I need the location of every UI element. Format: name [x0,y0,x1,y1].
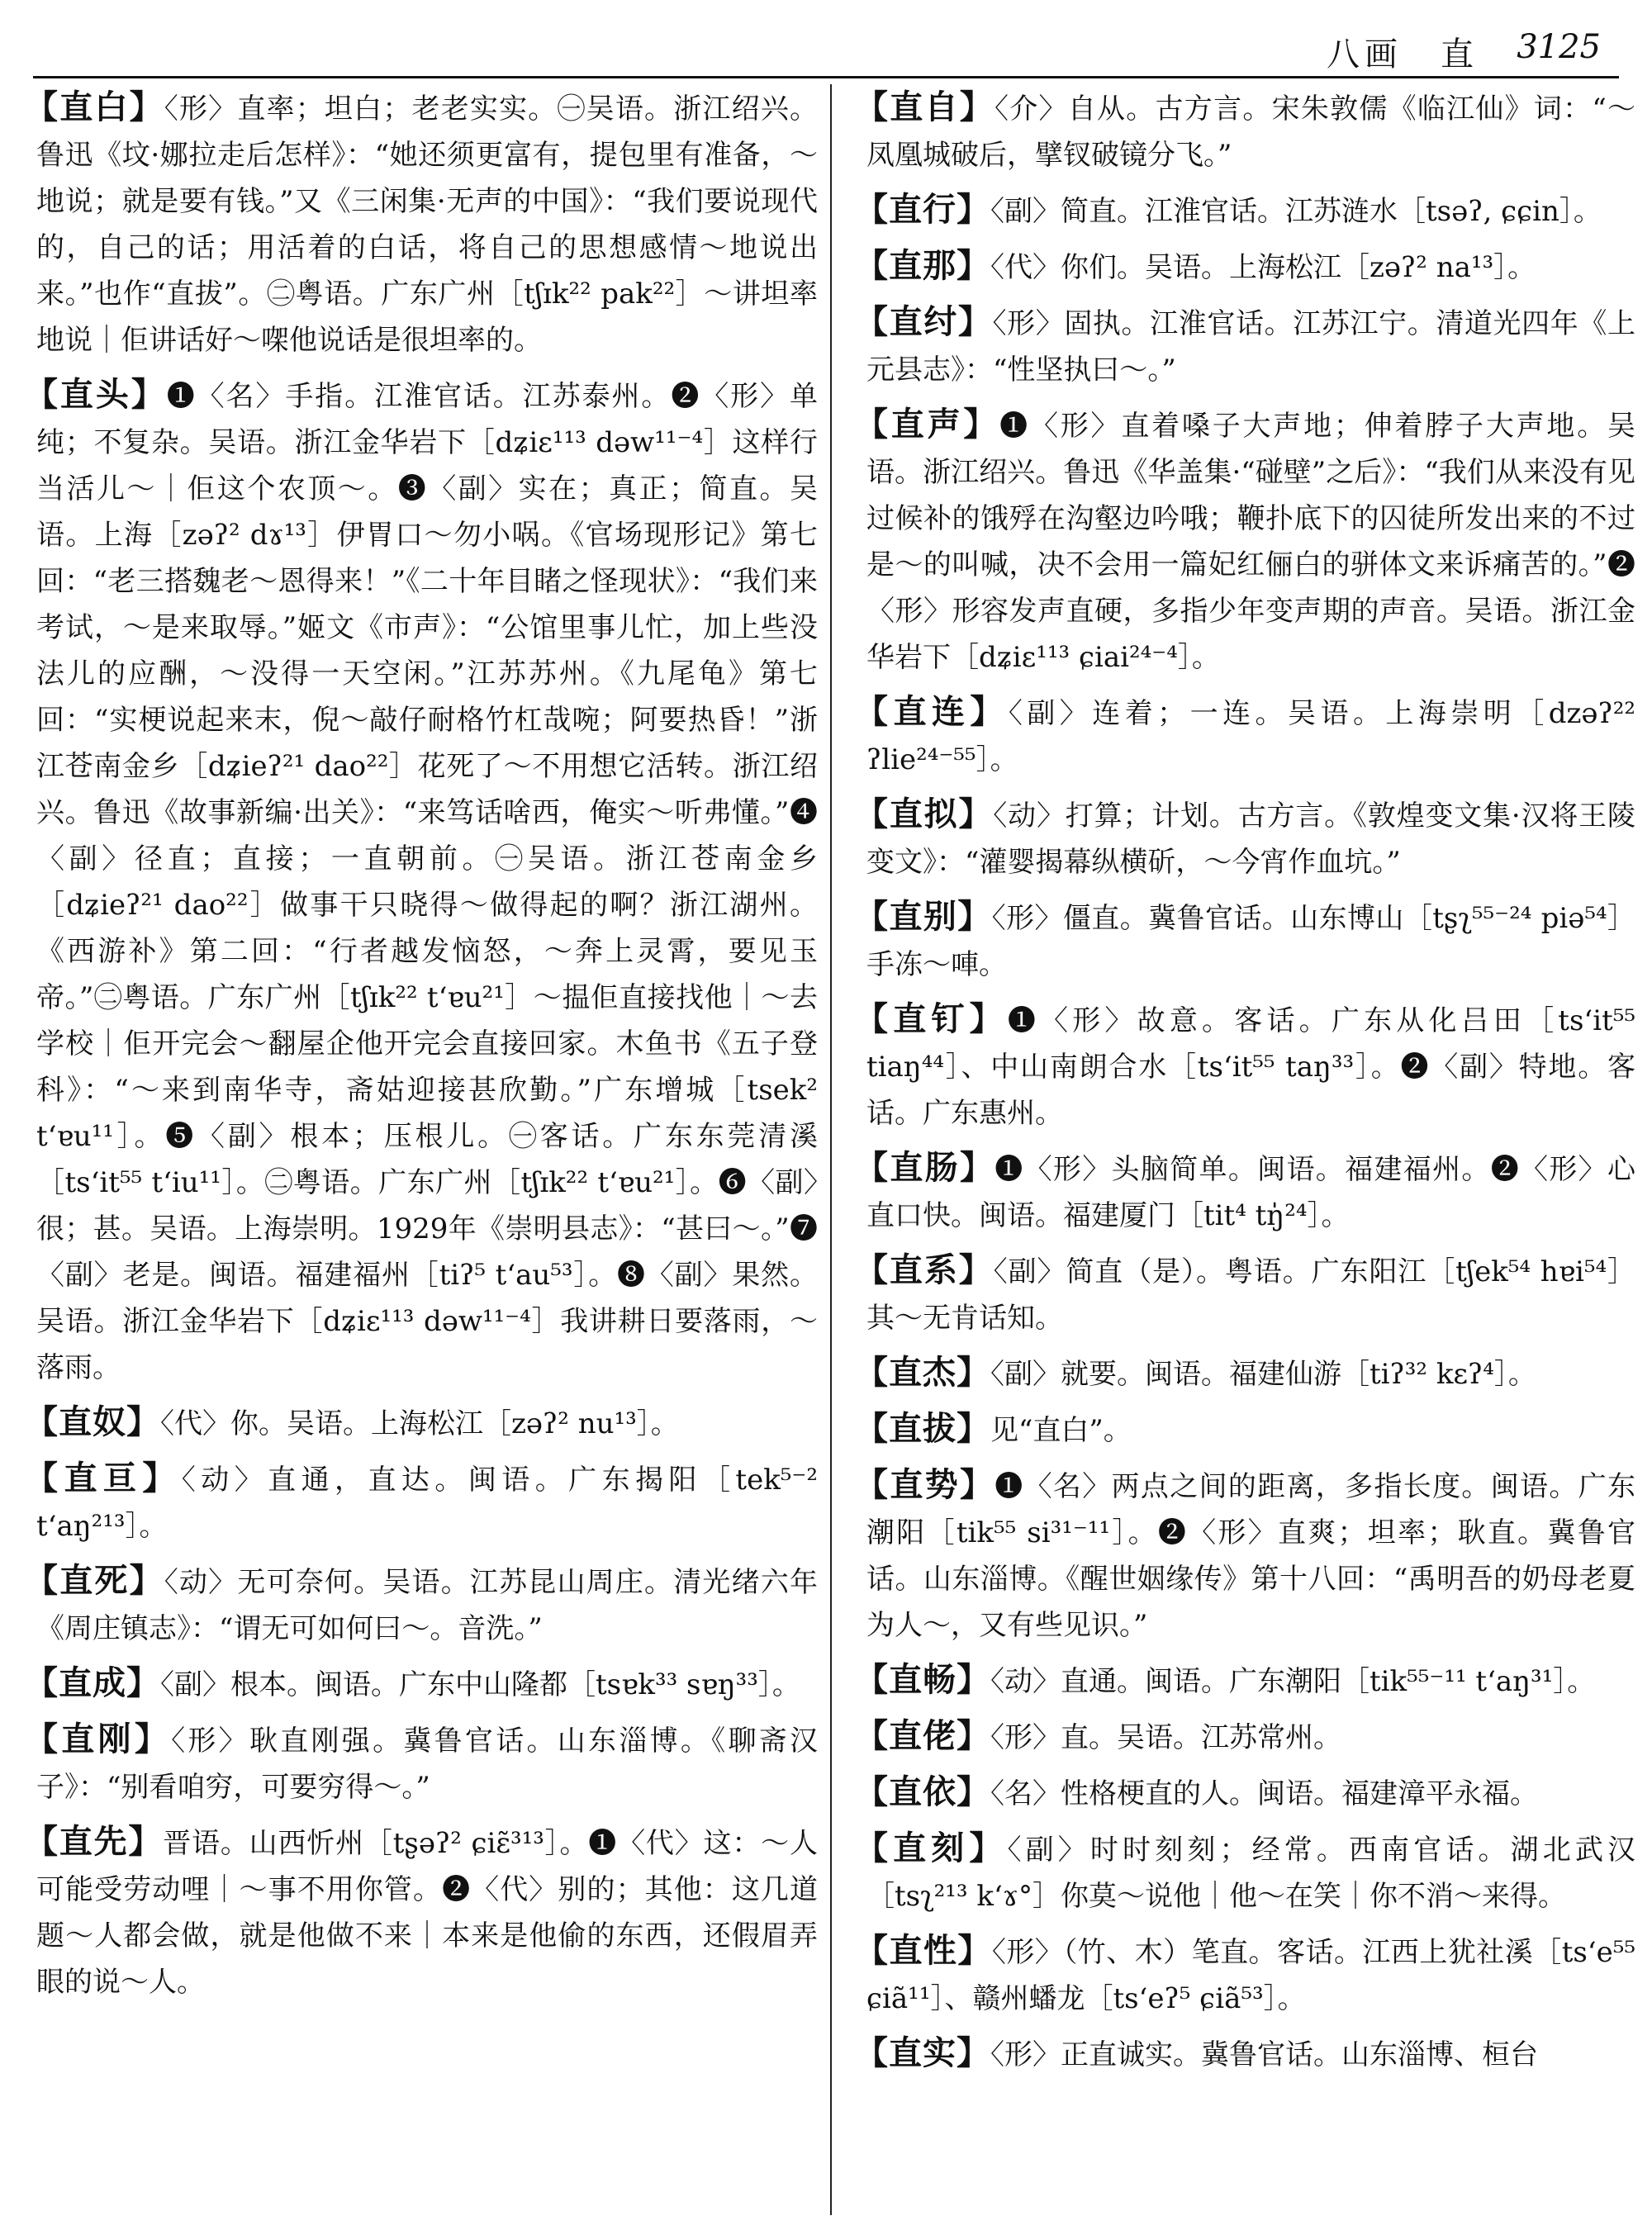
entry-definition: 〈副〉连着；一连。吴语。上海崇明［dzəʔ²² ʔlie²⁴⁻⁵⁵］。 [866,697,1636,776]
entry-headword: 【直拟】 [855,795,994,833]
entry-definition: 〈副〉就要。闽语。福建仙游［tiʔ³² kɛʔ⁴］。 [990,1358,1536,1391]
entry-definition: 〈动〉直通，直达。闽语。广东揭阳［tek⁵⁻² tʻaŋ²¹³］。 [36,1464,819,1543]
dictionary-entry [855,84,1635,178]
entry-headword: 【直杰】 [855,1353,990,1392]
entry-headword: 【直实】 [855,2033,990,2072]
entry-headword: 【直性】 [855,1931,992,1970]
entry-definition: ❶〈形〉直着嗓子大声地；伸着脖子大声地。吴语。浙江绍兴。鲁迅《华盖集·“碰壁”之后》：“我们从来没有见过候补的饿殍在沟壑边吟哦；鞭扑底下的囚徒所发出来的不过是～的叫喊，决不会用一篇妃红俪白的骈体文来诉痛苦的。”❷〈形〉形容发声直硬，多指少年变声期的声音。吴语。浙江金华岩下［dʑiɛ¹¹³ ɕiai²⁴⁻⁴］。 [866,410,1636,674]
entry-headword: 【直声】 [855,405,1000,444]
entry-definition: 〈动〉无可奈何。吴语。江苏昆山周庄。清光绪六年《周庄镇志》：“谓无可如何曰～。音洗。” [36,1566,819,1645]
entry-headword: 【直那】 [855,246,990,285]
dictionary-entry [25,1455,818,1549]
entry-headword: 【直依】 [855,1772,990,1811]
dictionary-entry [25,1660,818,1708]
entry-definition: 〈介〉自从。古方言。宋朱敦儒《临江仙》词：“～凤凰城破后，擘钗破镜分飞。” [866,93,1636,172]
entry-definition: 〈副〉简直。江淮官话。江苏涟水［tsəʔ, ɕɕin］。 [990,195,1602,228]
entry-definition: 〈副〉根本。闽语。广东中山隆都［tsɐk³³ sɐŋ³³］。 [160,1668,800,1701]
entry-headword: 【直亘】 [25,1459,182,1497]
dictionary-entry [855,401,1635,681]
dictionary-entry [855,894,1635,988]
entry-headword: 【直纣】 [855,302,993,341]
entry-definition: 见“直白”。 [990,1414,1132,1447]
entry-definition: 〈代〉你们。吴语。上海松江［zəʔ² na¹³］。 [990,251,1536,284]
entry-headword: 【直拔】 [855,1409,990,1448]
entry-definition: 〈动〉直通。闽语。广东潮阳［tik⁵⁵⁻¹¹ tʻaŋ³¹］。 [990,1665,1596,1698]
entry-definition: ❶〈形〉头脑简单。闽语。福建福州。❷〈形〉心直口快。闽语。福建厦门［tit⁴ tŋ̍²⁴］。 [866,1153,1635,1232]
dictionary-entry [855,1145,1635,1239]
entry-headword: 【直畅】 [855,1660,990,1699]
entry-headword: 【直肠】 [855,1148,995,1187]
dictionary-entry [855,1825,1635,1919]
dictionary-entry [855,1350,1635,1397]
entry-headword: 【直自】 [855,88,995,126]
dictionary-entry [855,1657,1635,1705]
dictionary-entry [855,2030,1635,2078]
entry-definition: 〈名〉性格梗直的人。闽语。福建漳平永福。 [990,1777,1538,1810]
entry-definition: 〈副〉简直（是）。粤语。广东阳江［tʃek⁵⁴ hɐi⁵⁴］其～无肯话知。 [866,1255,1635,1335]
dictionary-entry [25,1399,818,1447]
entry-headword: 【直刻】 [855,1829,1008,1867]
entry-definition: 〈形〉（竹、木）笔直。客话。江西上犹社溪［tsʻe⁵⁵ ɕiã¹¹］、赣州蟠龙［tsʻeʔ⁵ ɕiã⁵³］。 [866,1936,1635,2015]
dictionary-entry [855,243,1635,291]
entry-headword: 【直头】 [25,375,167,414]
dictionary-entry [855,1713,1635,1761]
dictionary-entry [25,84,818,363]
entry-headword: 【直行】 [855,190,990,229]
dictionary-entry [855,1406,1635,1454]
dictionary-entry [855,1462,1635,1649]
entry-definition: 〈形〉正直诚实。冀鲁官话。山东淄博、桓台 [990,2038,1538,2071]
entry-definition: 〈形〉直率；坦白；老老实实。㊀吴语。浙江绍兴。鲁迅《坟·娜拉走后怎样》：“她还须更富有，提包里有准备，～地说；就是要有钱。”又《三闲集·无声的中国》：“我们要说现代的，自己的话；用活着的白话，将自己的思想感情～地说出来。”也作“直拔”。㊁粤语。广东广州［tʃɪk²² pak²²］～讲坦率地说｜佢讲话好～㗎他说话是很坦率的。 [36,93,819,357]
entry-headword: 【直刚】 [25,1720,172,1758]
entry-headword: 【直势】 [855,1465,995,1504]
entry-definition: 晋语。山西忻州［tʂəʔ² ɕiɛ̃³¹³］。❶〈代〉这：～人可能受劳动哩｜～事不用你管。❷〈代〉别的；其他：这几道题～人都会做，就是他做不来｜本来是他偷的东西，还假眉弄眼的说～人。 [36,1827,818,1999]
dictionary-entry [855,1769,1635,1817]
entry-definition: ❶〈名〉手指。江淮官话。江苏泰州。❷〈形〉单纯；不复杂。吴语。浙江金华岩下［dʑiɛ¹¹³ dəw¹¹⁻⁴］这样行当活儿～｜佢这个农顶～。❸〈副〉实在；真正；简直。吴语。上海［zəʔ² dɤ¹³］伊胃口～勿小㖞。《官场现形记》第七回：“老三搭魏老～恩得来！”《二十年目睹之怪现状》：“我们来考试，～是来取辱。”姬文《市声》：“公馆里事儿忙，加上些没法儿的应酬，～没得一天空闲。”江苏苏州。《九尾龟》第七回：“实梗说起来末，倪～敲仔耐格竹杠哉啘；阿要热昏！”浙江苍南金乡［dʑieʔ²¹ dao²²］花死了～不用想它活转。浙江绍兴。鲁迅《故事新编·出关》：“来笃话啥西，俺实～听弗懂。”❹〈副〉径直；直接；一直朝前。㊀吴语。浙江苍南金乡［dʑieʔ²¹ dao²²］做事干只晓得～做得起的啊？浙江湖州。《西游补》第二回：“行者越发恼怒，～奔上灵霄，要见玉帝。”㊁粤语。广东广州［tʃɪk²² tʻɐu²¹］～揾佢直接找他｜～去学校｜佢开完会～翻屋企他开完会直接回家。木鱼书《五子登科》：“～来到南华寺，斋姑迎接甚欣勤。”广东增城［tsek² tʻɐu¹¹］。❺〈副〉根本；压根儿。㊀客话。广东东莞清溪［tsʻit⁵⁵ tʻiu¹¹］。㊁粤语。广东广州［tʃɪk²² tʻɐu²¹］。❻〈副〉很；甚。吴语。上海崇明。1929年《崇明县志》：“甚曰～。”❼〈副〉老是。闽语。福建福州［tiʔ⁵ tʻau⁵³］。❽〈副〉果然。吴语。浙江金华岩下［dʑiɛ¹¹³ dəw¹¹⁻⁴］我讲耕日要落雨，～落雨。 [36,380,819,1384]
dictionary-entry [25,1819,818,2005]
dictionary-entry [855,689,1635,783]
entry-definition: 〈代〉你。吴语。上海松江［zəʔ² nu¹³］。 [160,1407,679,1440]
dictionary-entry [855,996,1635,1136]
entry-headword: 【直钉】 [855,999,1008,1038]
dictionary-entry [855,299,1635,393]
entry-definition: 〈形〉僵直。冀鲁官话。山东博山［tʂʅ⁵⁵⁻²⁴ piə⁵⁴］手冻～唓。 [866,902,1636,981]
entry-definition: 〈动〉打算；计划。古方言。《敦煌变文集·汉将王陵变文》：“灌婴揭幕纵横斫，～今宵作血坑。” [866,799,1636,879]
entry-definition: ❶〈名〉两点之间的距离，多指长度。闽语。广东潮阳［tik⁵⁵ si³¹⁻¹¹］。❷〈形〉直爽；坦率；耿直。冀鲁官话。山东淄博。《醒世姻缘传》第十八回：“禹明吾的奶母老夏为人～，又有些见识。” [866,1470,1635,1642]
dictionary-entry [855,1928,1635,2022]
entry-definition: ❶〈形〉故意。客话。广东从化吕田［tsʻit⁵⁵ tiaŋ⁴⁴］、中山南朗合水［tsʻit⁵⁵ taŋ³³］。❷〈副〉特地。客话。广东惠州。 [866,1004,1636,1130]
entry-headword: 【直成】 [25,1663,160,1702]
entry-headword: 【直白】 [25,88,164,126]
running-head [33,18,1619,78]
entry-headword: 【直别】 [855,897,992,936]
left-column [25,84,818,2222]
section-label: 八画 直 [1327,36,1479,74]
dictionary-entry [25,372,818,1391]
entry-definition: 〈形〉耿直刚强。冀鲁官话。山东淄博。《聊斋汉子》：“别看咱穷，可要穷得～。” [36,1725,819,1804]
entry-headword: 【直奴】 [25,1402,160,1441]
entry-headword: 【直系】 [855,1250,994,1289]
right-column [855,84,1635,2222]
entry-definition: 〈形〉固执。江淮官话。江苏江宁。清道光四年《上元县志》：“性坚执曰～。” [866,307,1636,387]
dictionary-entry [25,1558,818,1652]
dictionary-entry [855,791,1635,885]
entry-definition: 〈副〉时时刻刻；经常。西南官话。湖北武汉［tsʅ²¹³ kʻɤ°］你莫～说他｜他～在笑｜你不消～来得。 [866,1834,1636,1913]
column-divider [830,84,832,2215]
entry-definition: 〈形〉直。吴语。江苏常州。 [990,1721,1341,1754]
entry-headword: 【直先】 [25,1822,164,1861]
dictionary-entry [855,187,1635,235]
entry-headword: 【直死】 [25,1561,164,1600]
entry-headword: 【直连】 [855,692,1009,731]
page-number: 3125 [1517,28,1601,66]
dictionary-entry [25,1716,818,1810]
entry-headword: 【直佬】 [855,1716,990,1755]
dictionary-entry [855,1247,1635,1341]
